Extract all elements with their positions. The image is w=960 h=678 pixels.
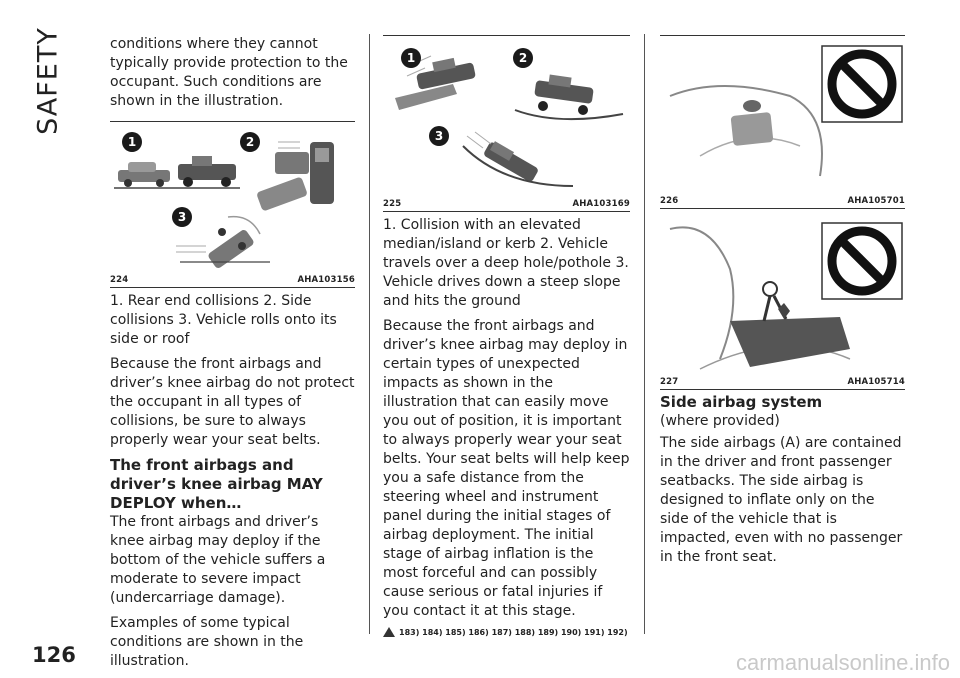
page-number: 126 bbox=[32, 643, 76, 667]
figure-number: 225 bbox=[383, 199, 402, 209]
callout-2: 2 bbox=[240, 132, 260, 152]
warning-triangle-icon bbox=[383, 627, 395, 637]
section-tab: SAFETY bbox=[32, 27, 64, 135]
callout-3: 3 bbox=[429, 126, 449, 146]
paragraph: Because the front airbags and driver’s knee airbag do not protect the occupant in all types of collisions, be sure to always properly wear your seat belts. bbox=[110, 356, 355, 448]
callout-1: 1 bbox=[401, 48, 421, 68]
figure-caption-bar bbox=[383, 199, 630, 212]
figure-caption-bar bbox=[110, 275, 355, 288]
figure-224 bbox=[110, 122, 355, 275]
column-divider bbox=[644, 34, 645, 634]
figure-227 bbox=[660, 209, 905, 377]
figure-226 bbox=[660, 36, 905, 196]
collision-types-illustration bbox=[110, 122, 355, 275]
callout-2: 2 bbox=[513, 48, 533, 68]
paragraph: Examples of some typical conditions are shown in the illustration. bbox=[110, 615, 304, 669]
figure-code: AHA103156 bbox=[297, 275, 355, 285]
paragraph: Because the front airbags and driver’s knee airbag may deploy in certain types of unexpected impacts as shown in the illustration that can easily move you out of position, it is important to always properly wear your seat belts. Your seat belts will help keep you a safe distance from the steering wheel and instrument panel during the initial stages of airbag deployment. The initial stage of airbag inflation is the most forceful and can possibly cause serious or fatal injuries if you contact it at this stage. bbox=[383, 318, 630, 619]
watermark: carmanualsonline.info bbox=[735, 650, 950, 675]
keychain-knee-prohibited-illustration bbox=[660, 209, 905, 377]
figure-caption: 1. Rear end collisions 2. Side collisions 3. Vehicle rolls onto its side or roof bbox=[110, 293, 337, 347]
column-1 bbox=[110, 35, 355, 677]
figure-225 bbox=[383, 36, 630, 199]
warning-references bbox=[383, 627, 630, 637]
callout-1: 1 bbox=[122, 132, 142, 152]
column-2 bbox=[383, 35, 630, 637]
figure-code: AHA105701 bbox=[847, 196, 905, 206]
figure-code: AHA103169 bbox=[572, 199, 630, 209]
figure-number: 227 bbox=[660, 377, 679, 387]
subheading: (where provided) bbox=[660, 413, 780, 429]
section-heading: The front airbags and driver’s knee airbag MAY DEPLOY when… bbox=[110, 456, 323, 512]
figure-caption: 1. Collision with an elevated median/island or kerb 2. Vehicle travels over a deep hole/pothole 3. Vehicle drives down a steep slope and hits the ground bbox=[383, 217, 629, 309]
column-divider bbox=[369, 34, 370, 634]
figure-number: 224 bbox=[110, 275, 129, 285]
paragraph: The side airbags (A) are contained in the driver and front passenger seatbacks. The side airbag is designed to inflate only on the side of the vehicle that is impacted, even with no passenger in the front seat. bbox=[660, 435, 903, 565]
figure-code: AHA105714 bbox=[847, 377, 905, 387]
figure-number: 226 bbox=[660, 196, 679, 206]
column-3 bbox=[660, 35, 905, 573]
figure-caption-bar bbox=[660, 377, 905, 390]
warning-numbers: 183) 184) 185) 186) 187) 188) 189) 190) 191) 192) bbox=[399, 627, 628, 637]
figure-caption-bar bbox=[660, 196, 905, 209]
section-heading: Side airbag system bbox=[660, 393, 823, 411]
intro-paragraph: conditions where they cannot typically provide protection to the occupant. Such conditions are shown in the illustration. bbox=[110, 36, 348, 109]
paragraph: The front airbags and driver’s knee airbag may deploy if the bottom of the vehicle suffers a moderate to severe impact (undercarriage damage). bbox=[110, 514, 326, 606]
callout-3: 3 bbox=[172, 207, 192, 227]
seat-object-prohibited-illustration bbox=[660, 36, 905, 196]
